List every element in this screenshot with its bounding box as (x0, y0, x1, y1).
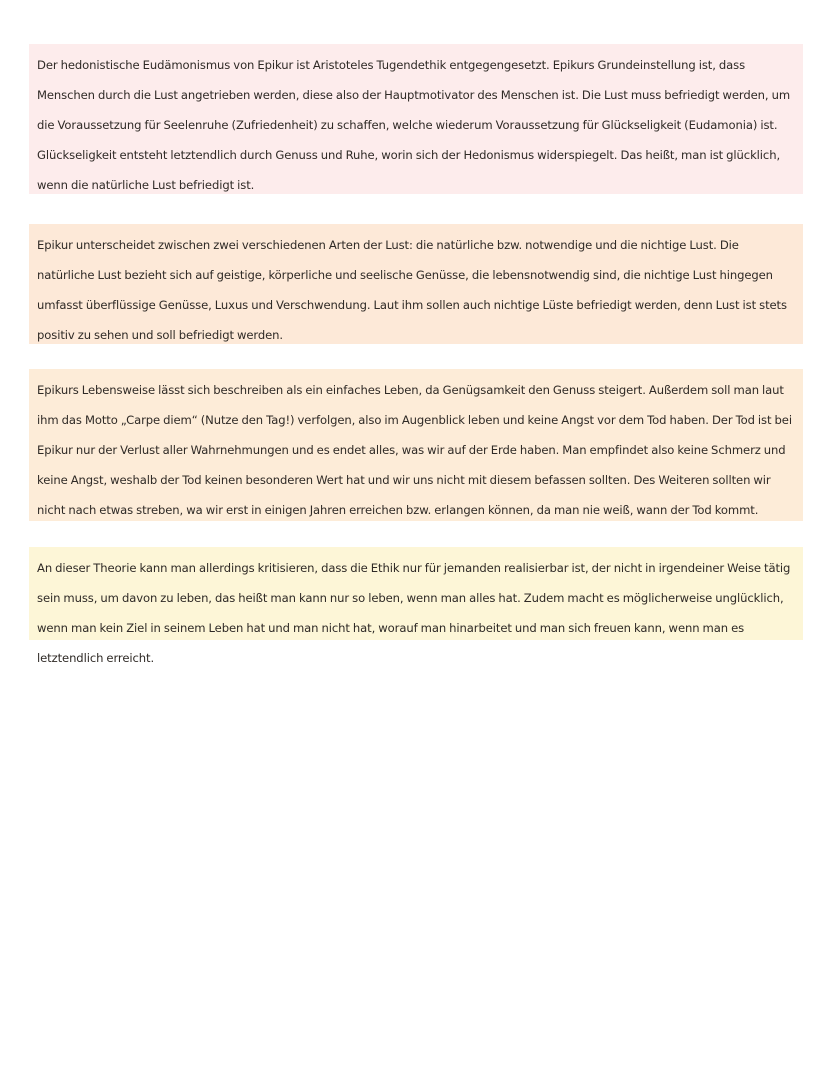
paragraph-text: Epikur unterscheidet zwischen zwei verschiedenen Arten der Lust: die natürliche bzw. notwendige und die nichtige Lust. Die natürliche Lust bezieht sich auf geistige, körperliche und seelische Genüsse, die lebensnotwendig sind, die nichtige Lust hingegen umfasst überflüssige Genüsse, Luxus und Verschwendung. Laut ihm sollen auch nichtige Lüste befriedigt werden, denn Lust ist stets positiv zu sehen und soll befriedigt werden. (37, 238, 787, 342)
paragraph-block-hedonism (29, 44, 803, 194)
paragraph-text: An dieser Theorie kann man allerdings kritisieren, dass die Ethik nur für jemanden realisierbar ist, der nicht in irgendeiner Weise tätig sein muss, um davon zu leben, das heißt man kann nur so leben, wenn man alles hat. Zudem macht es möglicherweise unglücklich, wenn man kein Ziel in seinem Leben hat und man nicht hat, worauf man hinarbeitet und man sich freuen kann, wenn man es letztendlich erreicht. (37, 561, 791, 665)
paragraph-text: Epikurs Lebensweise lässt sich beschreiben als ein einfaches Leben, da Genügsamkeit den Genuss steigert. Außerdem soll man laut ihm das Motto „Carpe diem“ (Nutze den Tag!) verfolgen, also im Augenblick leben und keine Angst vor dem Tod haben. Der Tod ist bei Epikur nur der Verlust aller Wahrnehmungen und es endet alles, was wir auf der Erde haben. Man empfindet also keine Schmerz und keine Angst, weshalb der Tod keinen besonderen Wert hat und wir uns nicht mit diesem befassen sollten. Des Weiteren sollten wir nicht nach etwas streben, wa wir erst in einigen Jahren erreichen bzw. erlangen können, da man nie weiß, wann der Tod kommt. (37, 383, 792, 517)
paragraph-block-way-of-life (29, 369, 803, 521)
paragraph-text: Der hedonistische Eudämonismus von Epikur ist Aristoteles Tugendethik entgegengesetzt. Epikurs Grundeinstellung ist, dass Menschen durch die Lust angetrieben werden, diese also der Hauptmotivator des Menschen ist. Die Lust muss befriedigt werden, um die Voraussetzung für Seelenruhe (Zufriedenheit) zu schaffen, welche wiederum Voraussetzung für Glückseligkeit (Eudamonia) ist. Glückseligkeit entsteht letztendlich durch Genuss und Ruhe, worin sich der Hedonismus widerspiegelt. Das heißt, man ist glücklich, wenn die natürliche Lust befriedigt ist. (37, 58, 791, 192)
paragraph-block-criticism (29, 547, 803, 665)
paragraph-block-types-of-pleasure (29, 224, 803, 344)
